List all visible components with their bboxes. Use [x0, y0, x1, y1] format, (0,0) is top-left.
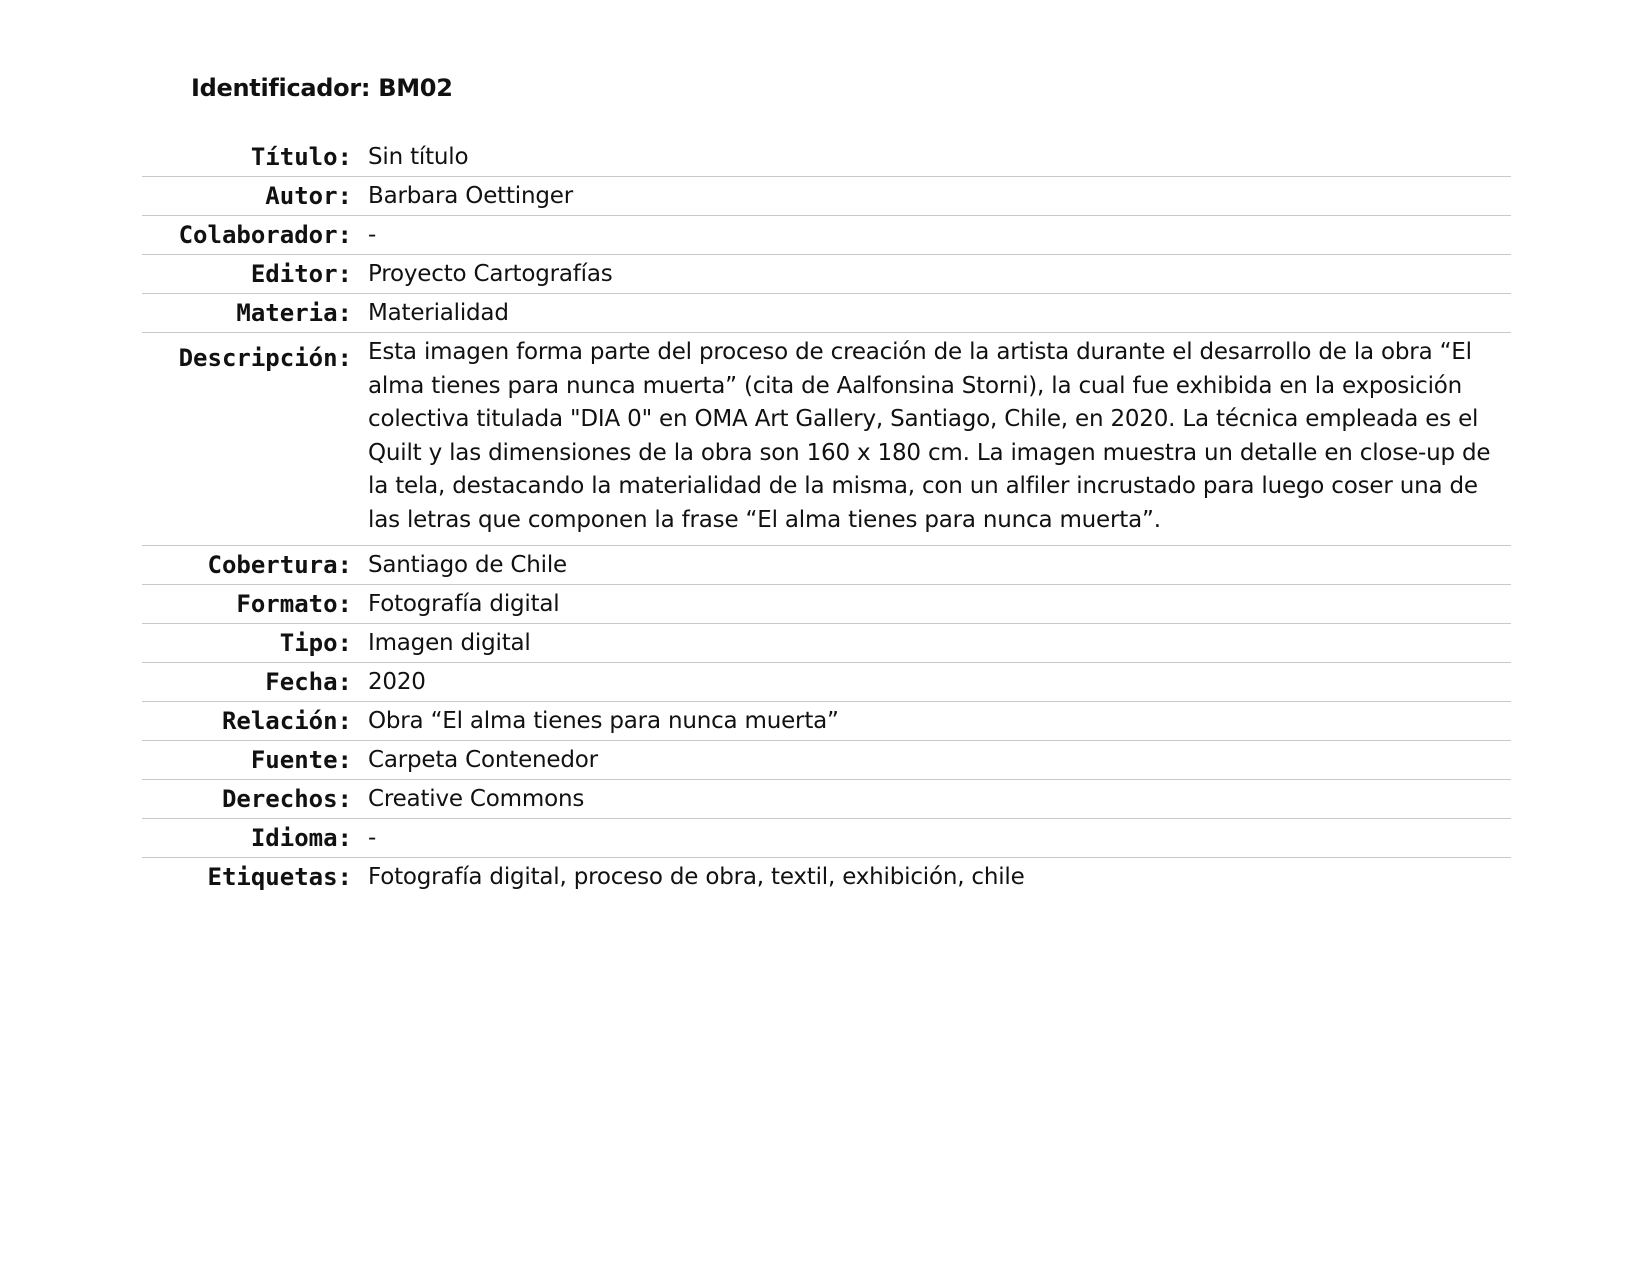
metadata-value: Proyecto Cartografías [368, 261, 613, 287]
metadata-row-fuente [142, 741, 1511, 780]
metadata-row-fecha [142, 663, 1511, 702]
metadata-label: Editor: [250, 260, 352, 288]
metadata-value: Barbara Oettinger [368, 183, 573, 209]
metadata-label: Fecha: [265, 668, 352, 696]
metadata-label: Etiquetas: [207, 863, 352, 891]
metadata-value: Creative Commons [368, 786, 585, 812]
metadata-row-formato [142, 585, 1511, 624]
metadata-row-colaborador [142, 216, 1511, 255]
metadata-value: Santiago de Chile [368, 552, 567, 578]
metadata-label: Derechos: [221, 785, 352, 813]
metadata-label: Fuente: [250, 746, 352, 774]
metadata-row-idioma [142, 819, 1511, 858]
metadata-label: Materia: [236, 299, 352, 327]
metadata-row-relacion [142, 702, 1511, 741]
metadata-row-derechos [142, 780, 1511, 819]
metadata-label: Título: [250, 143, 352, 171]
metadata-row-editor [142, 255, 1511, 294]
metadata-label: Colaborador: [178, 221, 352, 249]
metadata-value: 2020 [368, 669, 426, 695]
metadata-label: Tipo: [279, 629, 352, 657]
metadata-row-materia [142, 294, 1511, 333]
metadata-value: Materialidad [368, 300, 509, 326]
metadata-label: Relación: [221, 707, 352, 735]
metadata-label: Autor: [265, 182, 352, 210]
metadata-value: Obra “El alma tienes para nunca muerta” [368, 708, 839, 734]
metadata-value: Fotografía digital, proceso de obra, textil, exhibición, chile [368, 864, 1025, 890]
metadata-row-etiquetas [142, 858, 1511, 897]
metadata-row-titulo [142, 138, 1511, 177]
metadata-value: Sin título [368, 144, 469, 170]
metadata-value: Imagen digital [368, 630, 531, 656]
metadata-value: - [368, 825, 377, 851]
record-identifier: Identificador: BM02 [191, 74, 453, 102]
metadata-value: Carpeta Contenedor [368, 747, 598, 773]
metadata-row-autor [142, 177, 1511, 216]
metadata-table [142, 138, 1511, 896]
metadata-label: Cobertura: [207, 551, 352, 579]
metadata-value: - [368, 222, 377, 248]
metadata-row-descripcion [142, 333, 1511, 546]
metadata-label: Formato: [236, 590, 352, 618]
metadata-row-tipo [142, 624, 1511, 663]
metadata-row-cobertura [142, 546, 1511, 585]
metadata-value: Esta imagen forma parte del proceso de creación de la artista durante el desarrollo de la obra “El alma tienes para nunca muerta” (cita de Aalfonsina Storni), la cual fue exhibida en la exposición colectiva titulada "DIA 0" en OMA Art Gallery, Santiago, Chile, en 2020. La técnica empleada es el Quilt y las dimensiones de la obra son 160 x 180 cm. La imagen muestra un detalle en close-up de la tela, destacando la materialidad de la misma, con un alfiler incrustado para luego coser una de las letras que componen la frase “El alma tienes para nunca muerta”. [368, 339, 1491, 533]
metadata-label: Idioma: [250, 824, 352, 852]
metadata-value: Fotografía digital [368, 591, 560, 617]
metadata-label: Descripción: [178, 344, 352, 372]
